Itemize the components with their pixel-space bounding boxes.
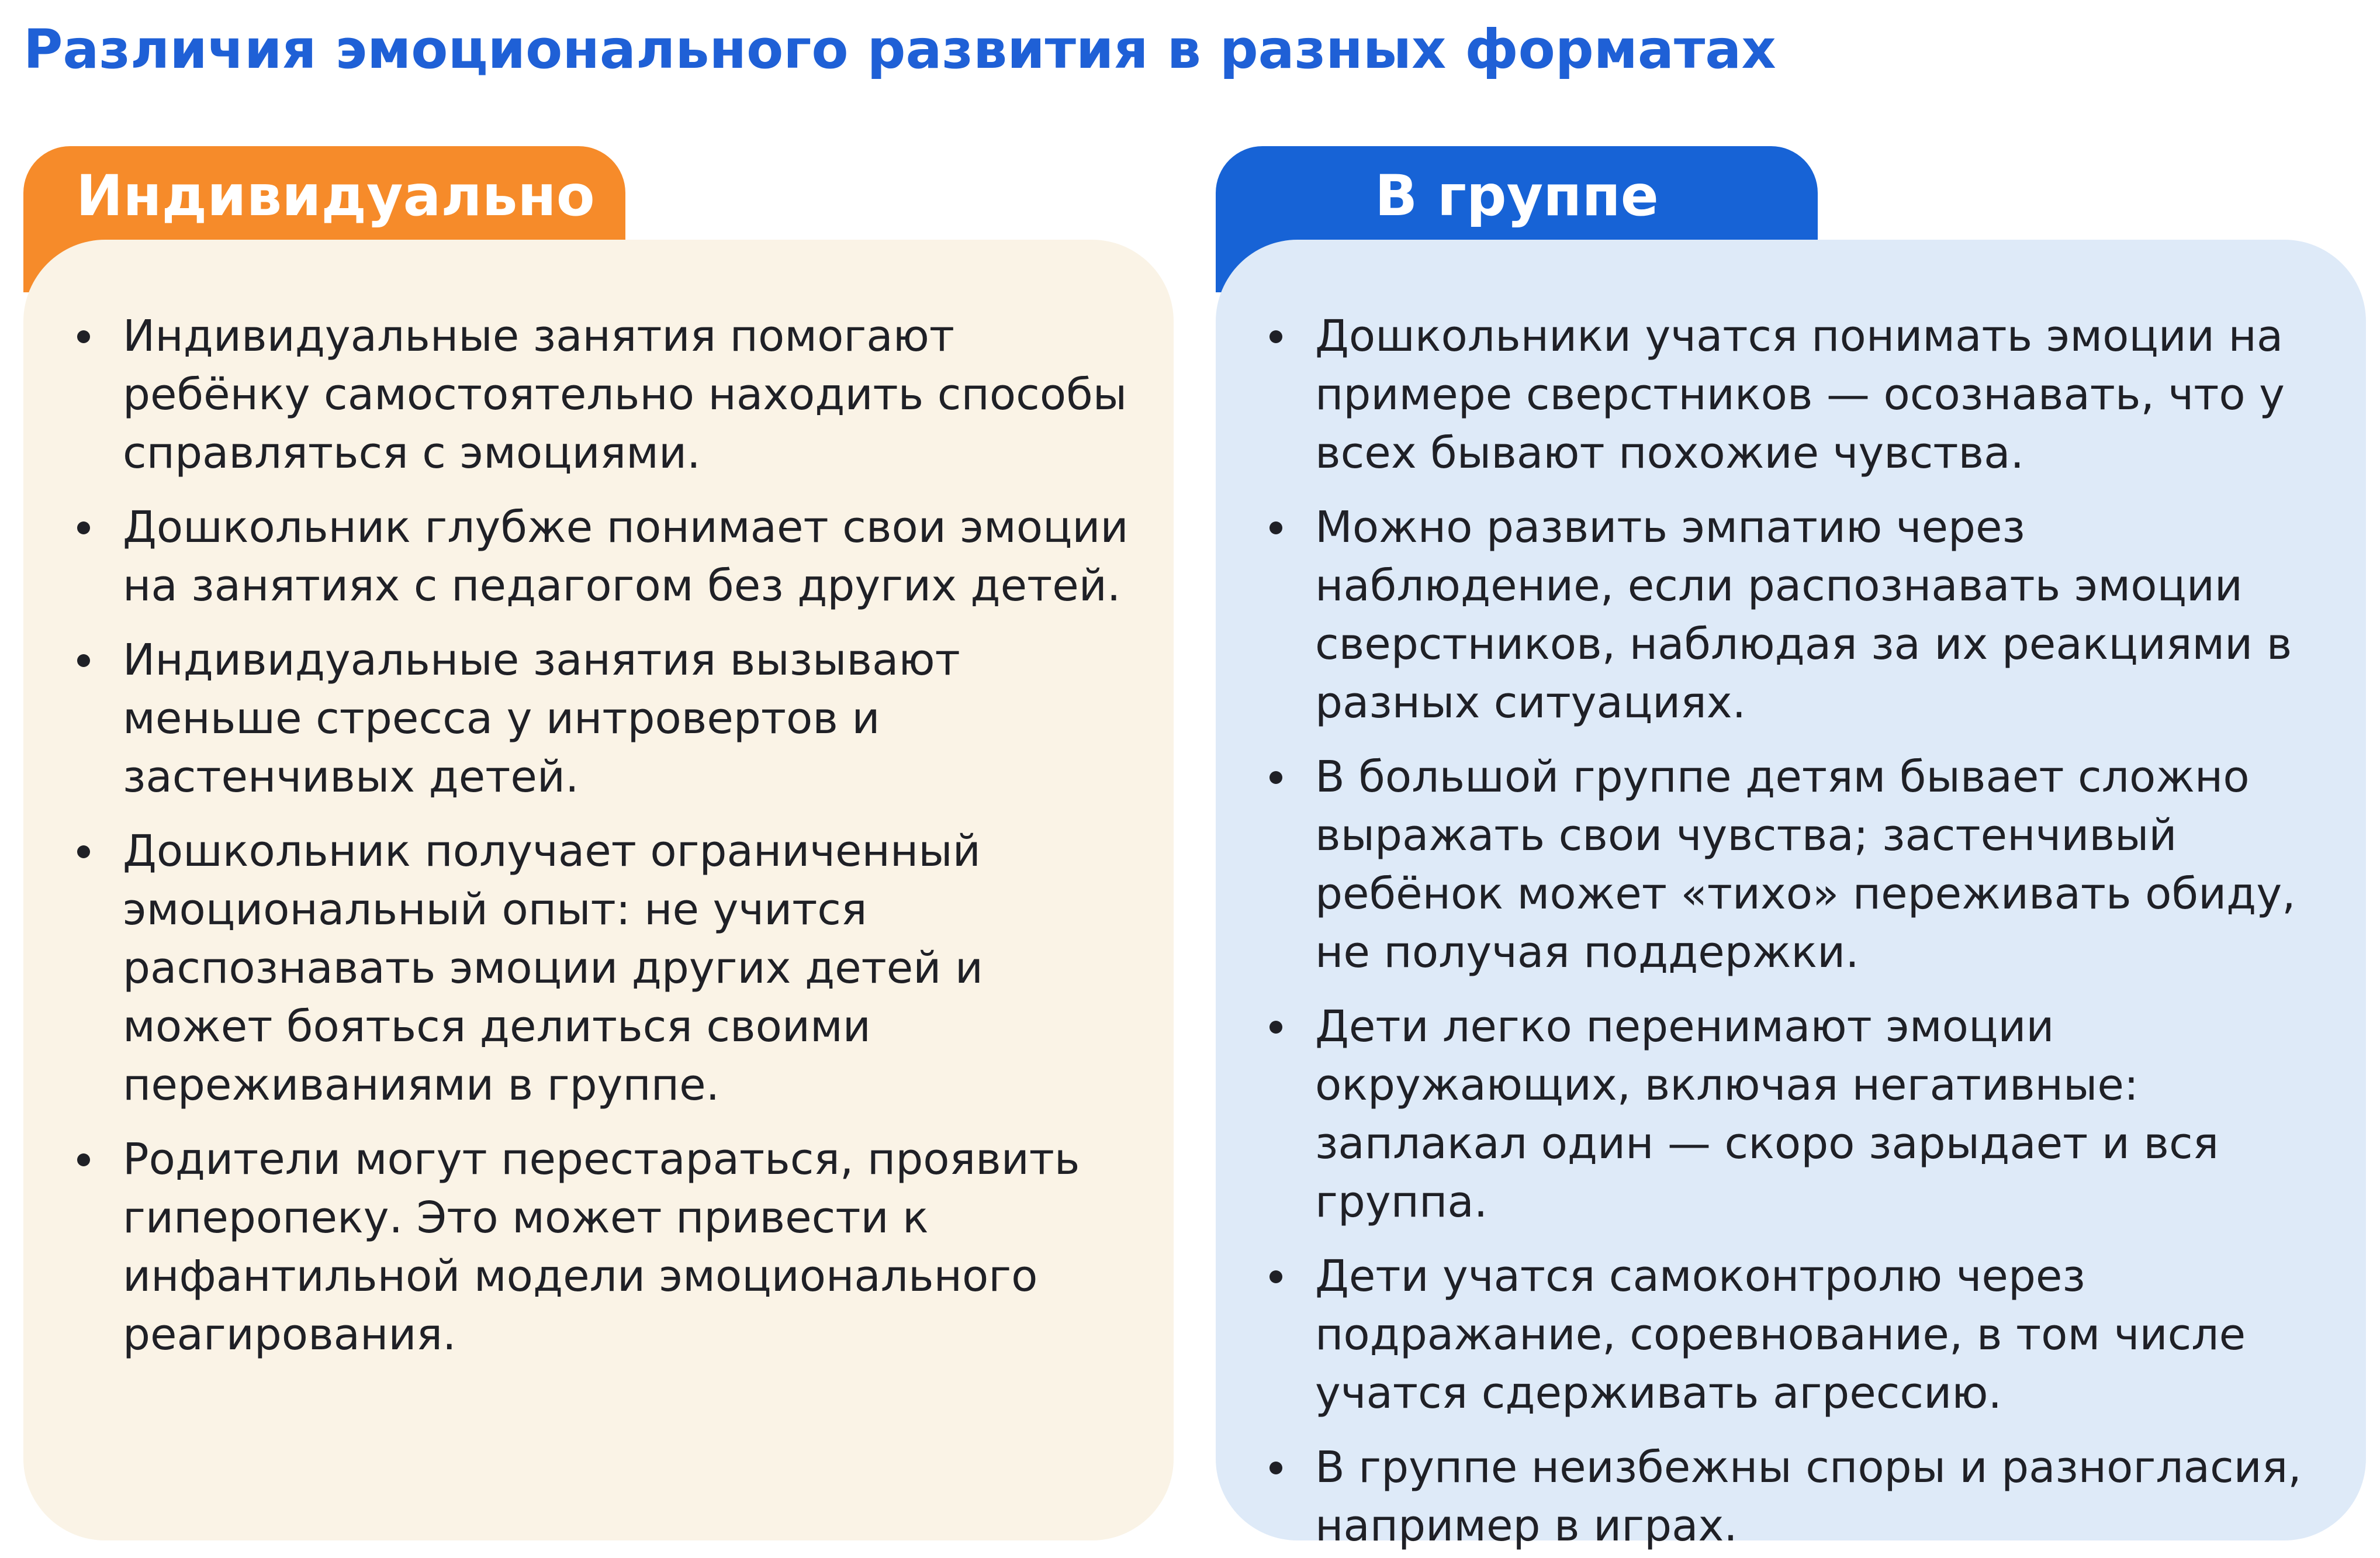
individual-card bbox=[23, 240, 1174, 1540]
group-list bbox=[1245, 307, 2325, 1555]
list-item bbox=[1245, 498, 2325, 732]
list-item-text: В группе неизбежны споры и разногласия, например в играх. bbox=[1315, 1442, 2302, 1551]
bullet-icon bbox=[1269, 1462, 1282, 1474]
list-item bbox=[1245, 997, 2325, 1231]
page-title: Различия эмоционального развития в разных форматах bbox=[23, 18, 1776, 81]
group-heading: В группе bbox=[1375, 163, 1659, 229]
list-item-text: Дошкольники учатся понимать эмоции на примере сверстников — осознавать, что у всех бывают похожие чувства. bbox=[1315, 311, 2285, 478]
list-item bbox=[1245, 748, 2325, 982]
list-item bbox=[1245, 1438, 2325, 1555]
bullet-icon bbox=[77, 1153, 90, 1166]
list-item bbox=[53, 498, 1133, 615]
bullet-icon bbox=[77, 330, 90, 343]
individual-heading: Индивидуально bbox=[76, 163, 595, 229]
list-item bbox=[53, 307, 1133, 482]
list-item-text: Дети легко перенимают эмоции окружающих, включая негативные: заплакал один — скоро зарыдает и вся группа. bbox=[1315, 1001, 2219, 1227]
group-card bbox=[1216, 240, 2366, 1551]
bullet-icon bbox=[77, 654, 90, 667]
individual-list bbox=[53, 307, 1133, 1364]
list-item-text: Индивидуальные занятия вызывают меньше стресса у интровертов и застенчивых детей. bbox=[123, 635, 960, 802]
list-item bbox=[1245, 1247, 2325, 1422]
list-item bbox=[53, 1130, 1133, 1364]
list-item bbox=[1245, 307, 2325, 482]
list-item-text: Дошкольник получает ограниченный эмоциональный опыт: не учится распознавать эмоции других детей и может бояться делиться своими переживаниями в группе. bbox=[123, 826, 983, 1110]
list-item bbox=[53, 822, 1133, 1114]
list-item-text: Индивидуальные занятия помогают ребёнку самостоятельно находить способы справляться с эмоциями. bbox=[123, 311, 1127, 478]
list-item-text: Дошкольник глубже понимает свои эмоции на занятиях с педагогом без других детей. bbox=[123, 502, 1129, 611]
bullet-icon bbox=[1269, 521, 1282, 534]
list-item-text: Родители могут перестараться, проявить гиперопеку. Это может привести к инфантильной модели эмоционального реагирования. bbox=[123, 1134, 1080, 1360]
bullet-icon bbox=[1269, 1270, 1282, 1283]
list-item-text: Дети учатся самоконтролю через подражание, соревнование, в том числе учатся сдерживать агрессию. bbox=[1315, 1251, 2246, 1418]
list-item-text: Можно развить эмпатию через наблюдение, если распознавать эмоции сверстников, наблюдая за их реакциями в разных ситуациях. bbox=[1315, 502, 2292, 728]
bullet-icon bbox=[77, 845, 90, 858]
list-item bbox=[53, 631, 1133, 806]
bullet-icon bbox=[1269, 1021, 1282, 1034]
bullet-icon bbox=[77, 521, 90, 534]
list-item-text: В большой группе детям бывает сложно выражать свои чувства; застенчивый ребёнок может «тихо» переживать обиду, не получая поддержки. bbox=[1315, 752, 2296, 977]
bullet-icon bbox=[1269, 330, 1282, 343]
bullet-icon bbox=[1269, 771, 1282, 784]
